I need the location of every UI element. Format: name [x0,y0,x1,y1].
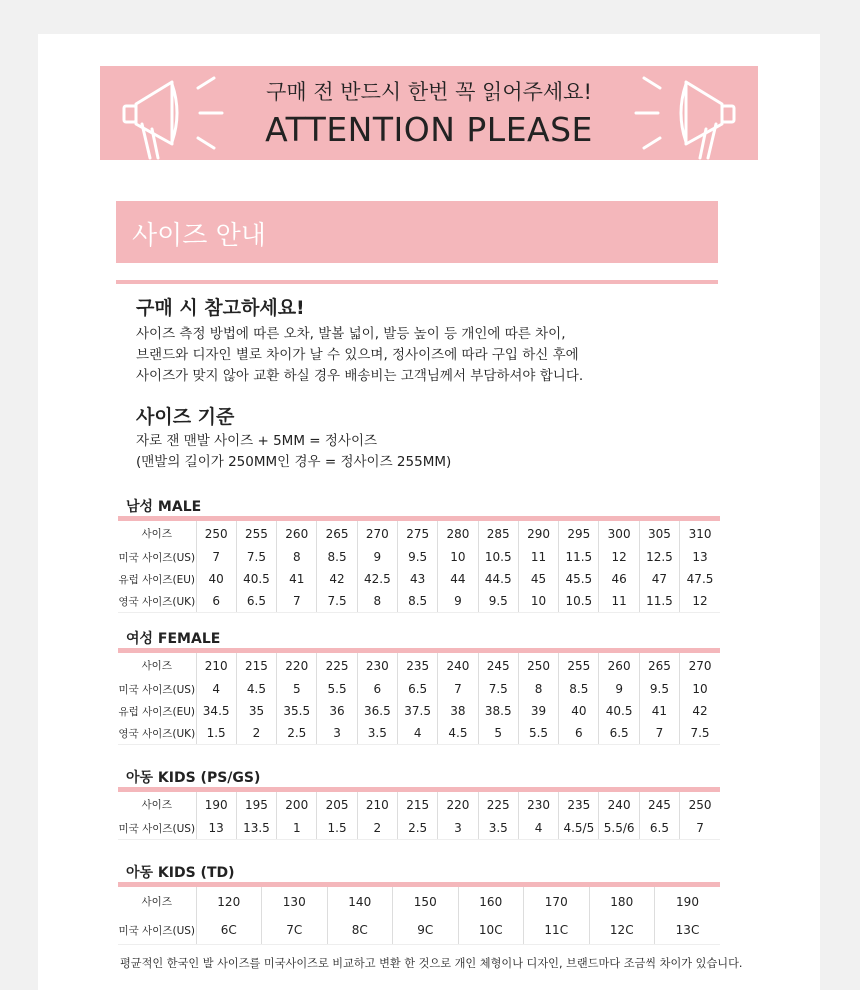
table-cell: 225 [478,790,518,818]
table-cell: 1.5 [317,817,357,840]
table-cell: 245 [478,651,518,679]
table-cell: 230 [518,790,558,818]
header-divider [116,280,718,284]
table-cell: 3.5 [357,722,397,745]
table-cell: 7.5 [317,590,357,613]
row-label: 사이즈 [118,519,196,547]
table-cell: 140 [327,885,393,917]
table-cell: 10 [518,590,558,613]
table-cell: 160 [458,885,524,917]
table-cell: 44 [438,568,478,590]
table-cell: 41 [639,700,679,722]
table-cell: 4.5 [236,678,276,700]
table-cell: 2 [236,722,276,745]
size-table-female [118,648,720,745]
table-cell: 220 [438,790,478,818]
table-cell: 295 [559,519,599,547]
table-cell: 42.5 [357,568,397,590]
table-cell: 4.5/5 [559,817,599,840]
table-row [118,817,720,840]
table-title-female: 여성 FEMALE [126,631,221,647]
table-cell: 190 [655,885,721,917]
row-label: 유럽 사이즈(EU) [118,568,196,590]
table-cell: 215 [236,651,276,679]
purchase-note-title: 구매 시 참고하세요! [136,297,305,319]
table-cell: 38.5 [478,700,518,722]
table-cell: 3 [317,722,357,745]
table-cell: 10.5 [478,546,518,568]
table-cell: 9.5 [478,590,518,613]
table-cell: 5.5 [518,722,558,745]
table-cell: 255 [559,651,599,679]
table-cell: 3 [438,817,478,840]
table-row [118,722,720,745]
table-cell: 210 [357,790,397,818]
table-cell: 9.5 [398,546,438,568]
table-cell: 260 [277,519,317,547]
table-cell: 7C [262,916,328,945]
table-cell: 5 [478,722,518,745]
table-row [118,700,720,722]
table-cell: 290 [518,519,558,547]
size-standard-line: 자로 잰 맨발 사이즈 + 5MM = 정사이즈 [136,433,378,449]
row-label: 영국 사이즈(UK) [118,722,196,745]
page-panel [38,34,820,990]
table-row [118,916,720,945]
table-cell: 42 [317,568,357,590]
table-cell: 42 [692,704,708,718]
table-cell: 12C [589,916,655,945]
size-standard-text [136,431,451,473]
table-cell: 37.5 [398,700,438,722]
table-cell: 47.5 [686,572,714,586]
table-cell: 40.5 [236,568,276,590]
table-cell: 9C [393,916,459,945]
table-cell: 5 [277,678,317,700]
table-cell: 1.5 [196,722,236,745]
table-cell: 8.5 [317,546,357,568]
purchase-note-line: 브랜드와 디자인 별로 차이가 날 수 있으며, 정사이즈에 따라 구입 하신 후에 [136,347,579,363]
table-cell: 4 [196,678,236,700]
table-cell: 285 [478,519,518,547]
table-cell: 4.5 [438,722,478,745]
table-cell: 240 [599,790,639,818]
attention-banner [100,66,758,160]
table-cell: 275 [398,519,438,547]
table-cell: 180 [589,885,655,917]
table-cell: 47 [639,568,679,590]
table-cell: 190 [196,790,236,818]
size-guide-header-text: 사이즈 안내 [132,221,266,251]
footnote: 평균적인 한국인 발 사이즈를 미국사이즈로 비교하고 변환 한 것으로 개인 체형이나 디자인, 브랜드마다 조금씩 차이가 있습니다. [120,957,743,970]
table-cell: 13 [692,550,708,564]
purchase-note-line: 사이즈가 맞지 않아 교환 하실 경우 배송비는 고객님께서 부담하셔야 합니다. [136,368,584,384]
table-row [118,678,720,700]
table-cell: 5.5 [317,678,357,700]
table-cell: 6.5 [236,590,276,613]
table-cell: 44.5 [478,568,518,590]
table-cell: 6.5 [398,678,438,700]
table-cell: 13C [655,916,721,945]
banner-title: ATTENTION PLEASE [265,110,593,149]
table-cell: 45 [518,568,558,590]
table-cell: 215 [398,790,438,818]
table-cell: 6C [196,916,262,945]
table-cell: 270 [357,519,397,547]
table-title-kids-td: 아동 KIDS (TD) [126,865,235,881]
table-cell: 245 [639,790,679,818]
row-label: 사이즈 [118,651,196,679]
table-cell: 210 [196,651,236,679]
table-cell: 34.5 [196,700,236,722]
table-cell: 36.5 [357,700,397,722]
table-cell: 250 [518,651,558,679]
table-cell: 205 [317,790,357,818]
table-cell: 6.5 [599,722,639,745]
table-cell: 240 [438,651,478,679]
table-cell: 195 [236,790,276,818]
table-cell: 235 [398,651,438,679]
size-table-male [118,516,720,613]
table-cell: 35.5 [277,700,317,722]
table-cell: 10 [438,546,478,568]
table-cell: 7.5 [236,546,276,568]
table-cell: 11 [599,590,639,613]
table-cell: 170 [524,885,590,917]
table-cell: 255 [236,519,276,547]
table-cell: 7.5 [478,678,518,700]
table-cell: 7 [438,678,478,700]
table-cell: 12 [680,590,720,613]
purchase-note-line: 사이즈 측정 방법에 따른 오차, 발볼 넓이, 발등 높이 등 개인에 따른 차이, [136,326,566,342]
table-cell: 10C [458,916,524,945]
table-cell: 10.5 [559,590,599,613]
table-cell: 235 [559,790,599,818]
table-cell: 13.5 [236,817,276,840]
table-cell: 35 [236,700,276,722]
table-cell: 2.5 [277,722,317,745]
row-label: 미국 사이즈(US) [118,546,196,568]
table-cell: 250 [680,790,720,818]
table-cell: 230 [357,651,397,679]
size-standard-title: 사이즈 기준 [136,406,235,428]
table-cell: 8C [327,916,393,945]
table-cell: 10 [692,682,708,696]
size-guide-header [116,201,718,263]
table-cell: 36 [317,700,357,722]
table-cell: 2.5 [398,817,438,840]
table-cell: 11.5 [639,590,679,613]
table-row [118,651,720,679]
table-cell: 7 [639,722,679,745]
table-cell: 9 [438,590,478,613]
row-label: 사이즈 [118,790,196,818]
table-cell: 9 [357,546,397,568]
table-cell: 7 [680,817,720,840]
table-cell: 4 [518,817,558,840]
table-cell: 13 [196,817,236,840]
table-row [118,885,720,917]
table-cell: 220 [277,651,317,679]
table-cell: 1 [277,817,317,840]
table-cell: 8 [357,590,397,613]
table-cell: 300 [599,519,639,547]
table-cell: 8.5 [398,590,438,613]
table-cell: 38 [438,700,478,722]
purchase-note-text [136,324,583,387]
table-cell: 310 [680,519,720,547]
row-label: 사이즈 [118,885,196,917]
row-label: 영국 사이즈(UK) [118,590,196,613]
table-row [118,546,720,568]
table-row [118,790,720,818]
table-cell: 270 [680,651,720,679]
table-cell: 11 [518,546,558,568]
table-cell: 200 [277,790,317,818]
row-label: 미국 사이즈(US) [118,916,196,945]
table-cell: 6 [196,590,236,613]
size-table-kids-psgs [118,787,720,840]
table-cell: 8 [518,678,558,700]
table-cell: 3.5 [478,817,518,840]
table-cell: 250 [196,519,236,547]
table-cell: 11.5 [559,546,599,568]
table-cell: 40 [559,700,599,722]
table-cell: 5.5/6 [599,817,639,840]
table-row [118,519,720,547]
size-table-kids-td [118,882,720,945]
row-label: 미국 사이즈(US) [118,817,196,840]
table-cell: 11C [524,916,590,945]
size-standard-line: (맨발의 길이가 250MM인 경우 = 정사이즈 255MM) [136,454,452,470]
table-cell: 12 [599,546,639,568]
table-cell: 9 [599,678,639,700]
table-cell: 150 [393,885,459,917]
table-cell: 7.5 [680,722,720,745]
table-cell: 6 [559,722,599,745]
table-cell: 120 [196,885,262,917]
table-cell: 280 [438,519,478,547]
table-cell: 45.5 [559,568,599,590]
table-cell: 46 [599,568,639,590]
table-cell: 39 [518,700,558,722]
table-cell: 7 [277,590,317,613]
table-cell: 8 [277,546,317,568]
row-label: 미국 사이즈(US) [118,678,196,700]
table-cell: 7 [196,546,236,568]
table-row [118,568,720,590]
table-cell: 6.5 [639,817,679,840]
table-cell: 305 [639,519,679,547]
table-cell: 225 [317,651,357,679]
table-cell: 2 [357,817,397,840]
table-cell: 43 [398,568,438,590]
table-cell: 130 [262,885,328,917]
table-cell: 4 [398,722,438,745]
table-cell: 40.5 [599,700,639,722]
table-title-kids-psgs: 아동 KIDS (PS/GS) [126,770,261,786]
table-title-male: 남성 MALE [126,499,202,515]
table-cell: 6 [357,678,397,700]
table-cell: 265 [317,519,357,547]
table-row [118,590,720,613]
table-cell: 40 [196,568,236,590]
table-cell: 9.5 [639,678,679,700]
table-cell: 260 [599,651,639,679]
table-cell: 8.5 [559,678,599,700]
table-cell: 41 [277,568,317,590]
table-cell: 12.5 [639,546,679,568]
banner-subtitle: 구매 전 반드시 한번 꼭 읽어주세요! [266,80,592,104]
row-label: 유럽 사이즈(EU) [118,700,196,722]
table-cell: 265 [639,651,679,679]
